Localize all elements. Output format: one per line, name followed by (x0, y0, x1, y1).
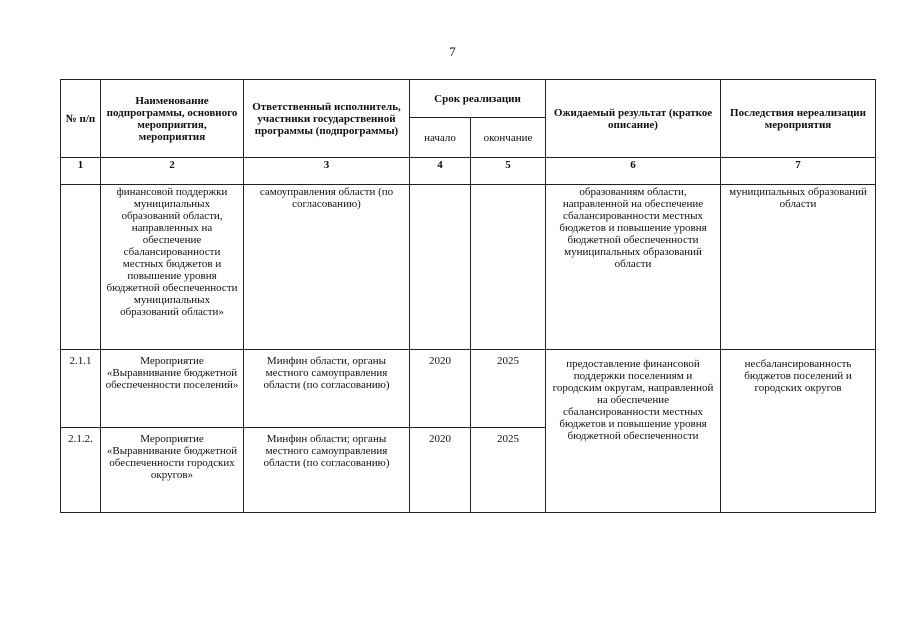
column-number: 7 (721, 158, 876, 185)
header-end: окончание (471, 118, 546, 158)
row-result: образованиям области, направленной на обеспечение сбалансированности местных бюджетов и повышение уровня бюджетной обеспеченности муниципальных образований области (546, 185, 721, 350)
column-number: 6 (546, 158, 721, 185)
column-number: 3 (244, 158, 410, 185)
row-name: Мероприятие «Выравнивание бюджетной обеспеченности городских округов» (101, 428, 244, 513)
row-end: 2025 (471, 428, 546, 513)
row-num: 2.1.1 (61, 350, 101, 428)
column-number: 2 (101, 158, 244, 185)
page-number: 7 (449, 44, 456, 59)
row-start (410, 185, 471, 350)
row-end: 2025 (471, 350, 546, 428)
row-executor: Минфин области; органы местного самоуправления области (по согласованию) (244, 428, 410, 513)
row-executor: Минфин области, органы местного самоуправления области (по согласованию) (244, 350, 410, 428)
header-start: начало (410, 118, 471, 158)
row-result: предоставление финансовой поддержки поселениям и городским округам, направленной на обеспечение сбалансированности местных бюджетов и повышение уровня бюджетной обеспеченности (546, 350, 721, 513)
row-consequences: муниципальных образований области (721, 185, 876, 350)
row-name: финансовой поддержки муниципальных образований области, направленных на обеспечение сбалансированности местных бюджетов и повышение уровня бюджетной обеспеченности муниципальных образований области» (101, 185, 244, 350)
program-table (60, 79, 876, 513)
header-num: № п/п (61, 80, 101, 158)
row-executor: самоуправления области (по согласованию) (244, 185, 410, 350)
column-number: 5 (471, 158, 546, 185)
header-executor: Ответственный исполнитель, участники государственной программы (подпрограммы) (244, 80, 410, 158)
table-row (61, 185, 876, 350)
header-term: Срок реализации (410, 80, 546, 118)
column-number: 4 (410, 158, 471, 185)
header-name: Наименование подпрограммы, основного мероприятия, мероприятия (101, 80, 244, 158)
row-num: 2.1.2. (61, 428, 101, 513)
row-end (471, 185, 546, 350)
row-start: 2020 (410, 428, 471, 513)
header-result: Ожидаемый результат (краткое описание) (546, 80, 721, 158)
row-start: 2020 (410, 350, 471, 428)
row-name: Мероприятие «Выравнивание бюджетной обеспеченности поселений» (101, 350, 244, 428)
column-number: 1 (61, 158, 101, 185)
row-consequences: несбалансированность бюджетов поселений и городских округов (721, 350, 876, 513)
header-consequences: Последствия нереализации мероприятия (721, 80, 876, 158)
table-row (61, 350, 876, 428)
row-num (61, 185, 101, 350)
